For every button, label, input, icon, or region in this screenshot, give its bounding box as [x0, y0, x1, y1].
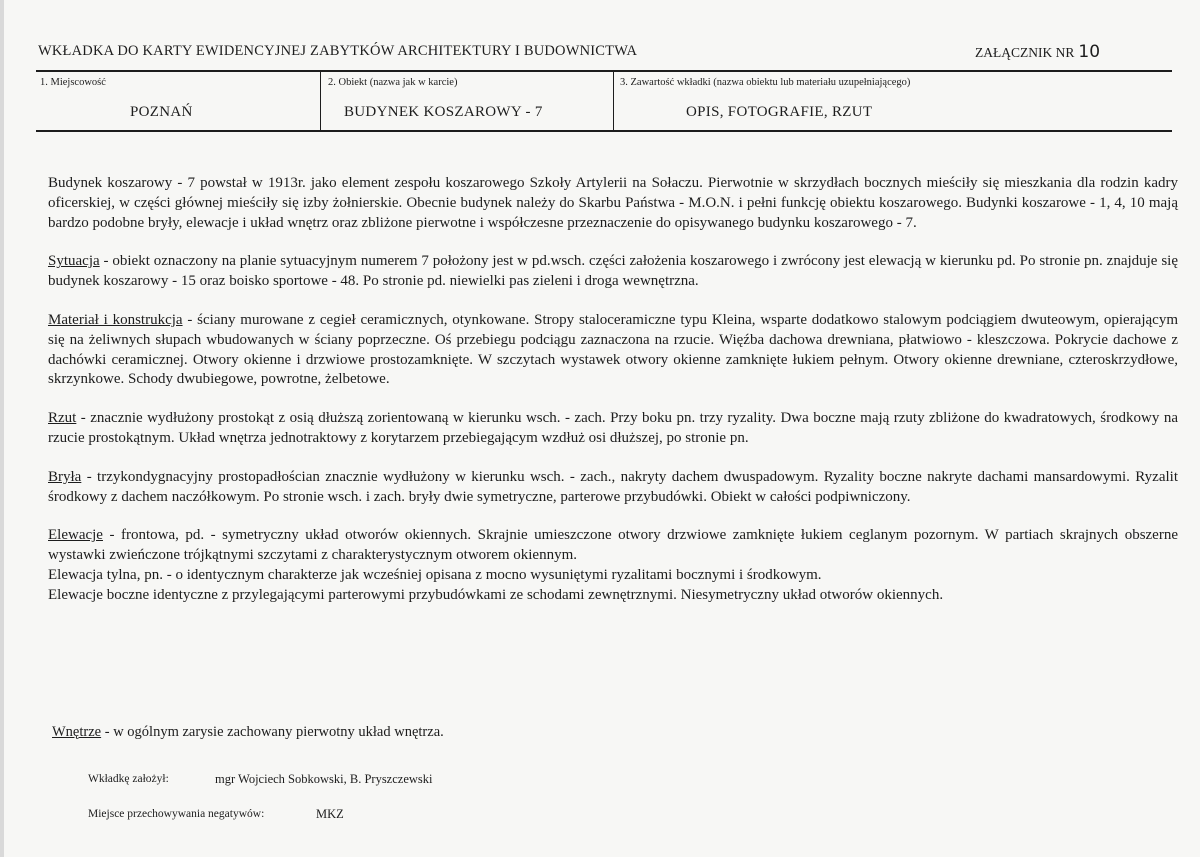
section-heading: Bryła: [48, 468, 82, 485]
author-label: Wkładkę założył:: [88, 773, 169, 785]
elewacje-line-side: Elewacje boczne identyczne z przylegającymi parterowymi przybudówkami ze schodami zewnętrznymi. Niesymetryczny układ otworów okiennych.: [48, 586, 944, 603]
section-sytuacja: [48, 252, 1178, 292]
negatives-value: MKZ: [316, 807, 344, 821]
field-value-object: BUDYNEK KOSZAROWY - 7: [344, 104, 543, 120]
negatives-label: Miejsce przechowywania negatywów:: [88, 808, 265, 820]
field-divider: [613, 72, 614, 130]
section-heading: Sytuacja: [48, 253, 100, 270]
field-divider: [320, 72, 321, 130]
field-label-object: 2. Obiekt (nazwa jak w karcie): [328, 77, 458, 88]
section-heading: Wnętrze: [52, 724, 102, 740]
section-elewacje: [48, 526, 1178, 566]
description-body: [48, 174, 1178, 606]
author-value: mgr Wojciech Sobkowski, B. Pryszczewski: [215, 772, 433, 786]
field-label-locality: 1. Miejscowość: [40, 77, 106, 88]
section-heading: Materiał i konstrukcja: [48, 311, 183, 328]
header-rule-bottom: [36, 130, 1172, 132]
section-rzut: [48, 409, 1178, 449]
header-rule-top: [36, 70, 1172, 72]
section-heading: Rzut: [48, 410, 77, 427]
scan-edge: [0, 0, 4, 857]
section-text: - trzykondygnacyjny prostopadłościan znacznie wydłużony w kierunku wsch. - zach., nakryty dachem dwuspadowym. Ryzality boczne nakryte dachami mansardowymi. Ryzalit środkowy z dachem naczółkowym. Po stronie wsch. i zach. bryły dwie symetryczne, parterowe przybudówki. Obiekt w całości podpiwniczony.: [48, 468, 1178, 505]
section-wnetrze: [52, 724, 444, 741]
section-text: - w ogólnym zarysie zachowany pierwotny układ wnętrza.: [101, 724, 444, 740]
section-text: - ściany murowane z cegieł ceramicznych, otynkowane. Stropy staloceramiczne typu Kleina, wsparte dodatkowo stalowym podciągiem dwuteowym, opierającym się na żeliwnych słupach wbudowanych w ściany poprzeczne. Oś przebiegu podciągu zaznaczona na rzucie. Więźba dachowa drewniana, płatwiowo - kleszczowa. Pokrycie dachowe z dachówki ceramicznej. Otwory okienne i drzwiowe prostozamknięte. W szczytach wystawek otwory okienne zamknięte łukiem pełnym. Otwory okienne drewniane, czteroskrzydłowe, skrzynkowe. Schody dwubiegowe, powrotne, żelbetowe.: [48, 311, 1178, 388]
section-text: - znacznie wydłużony prostokąt z osią dłuższą zorientowaną w kierunku wsch. - zach. Przy boku pn. trzy ryzality. Dwa boczne mają rzuty zbliżone do kwadratowych, środkowy na rzucie prostokątnym. Układ wnętrza jednotraktowy z korytarzem przebiegającym wzdłuż osi dłuższej, po stronie pn.: [48, 410, 1178, 446]
section-heading: Elewacje: [48, 527, 103, 544]
field-label-contents: 3. Zawartość wkładki (nazwa obiektu lub materiału uzupełniającego): [620, 77, 911, 88]
elewacje-line-rear: Elewacja tylna, pn. - o identycznym charakterze jak wcześniej opisana z mocno wysuniętymi ryzalitami bocznymi i środkowym.: [48, 566, 822, 583]
section-text: - obiekt oznaczony na planie sytuacyjnym numerem 7 położony jest w pd.wsch. części założenia koszarowego i zwrócony jest elewacją w kierunku pd. Po stronie pn. znajduje się budynek koszarowy - 15 oraz boisko sportowe - 48. Po stronie pd. niewielki pas zieleni i droga wewnętrzna.: [48, 253, 1178, 290]
form-title: WKŁADKA DO KARTY EWIDENCYJNEJ ZABYTKÓW ARCHITEKTURY I BUDOWNICTWA: [38, 43, 638, 59]
annex-label: ZAŁĄCZNIK NR: [975, 45, 1075, 60]
section-material: [48, 311, 1178, 390]
field-value-locality: POZNAŃ: [130, 104, 193, 120]
annex-handwritten-number: 10: [1078, 42, 1101, 62]
section-bryla: [48, 468, 1178, 508]
intro-paragraph: Budynek koszarowy - 7 powstał w 1913r. jako element zespołu koszarowego Szkoły Artylerii na Sołaczu. Pierwotnie w skrzydłach bocznych mieściły się mieszkania dla rodzin kadry oficerskiej, w części głównej mieściły się izby żołnierskie. Obecnie budynek należy do Skarbu Państwa - M.O.N. i pełni funkcję obiektu koszarowego. Budynki koszarowe - 1, 4, 10 mają bardzo podobne bryły, elewacje i układ wnętrz oraz zbliżone pierwotne i współczesne przeznaczenie do opisywanego budynku koszarowego - 7.: [48, 175, 1178, 231]
field-value-contents: OPIS, FOTOGRAFIE, RZUT: [686, 104, 873, 120]
annex-number: [975, 42, 1100, 62]
section-text: - frontowa, pd. - symetryczny układ otworów okiennych. Skrajnie umieszczone otwory drzwiowe zamknięte łukiem ceglanym pozornym. W partiach skrajnych obszerne wystawki zwieńczone trójkątnymi szczytami z charakterystycznym otworem okiennym.: [48, 527, 1178, 564]
